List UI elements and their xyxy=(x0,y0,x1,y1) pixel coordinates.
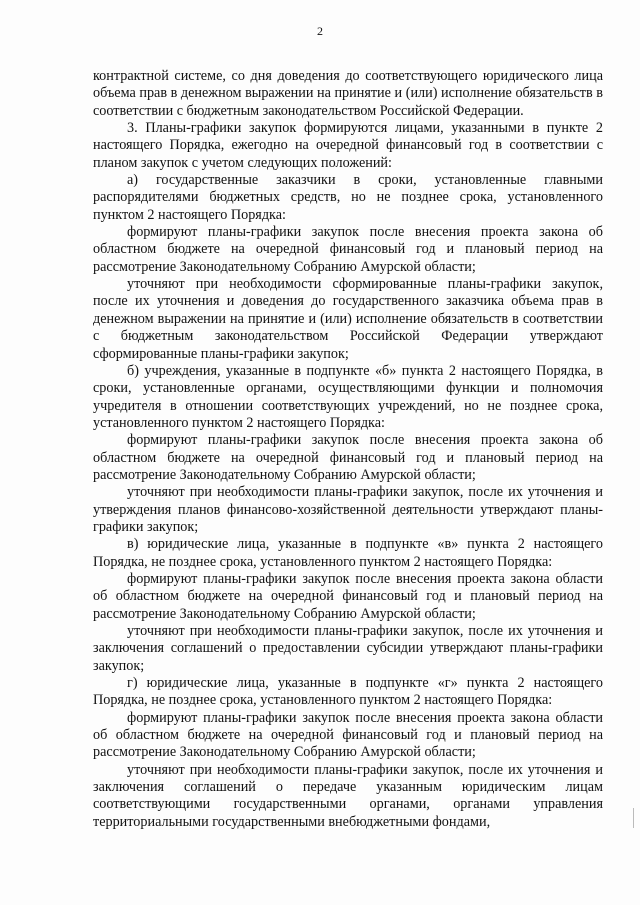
paragraph-14: уточняют при необходимости планы-графики закупок, после их уточнения и заключения соглашений о передаче указанным юридическим лицам соответствующими государственными органами, органами управления территориальными государственными внебюджетными фондами, xyxy=(93,761,603,830)
page-number: 2 xyxy=(317,24,323,38)
paragraph-4: формируют планы-графики закупок после внесения проекта закона об областном бюджете на очередной финансовый год и плановый период на рассмотрение Законодательному Собранию Амурской области; xyxy=(93,224,603,275)
paragraph-12: г) юридические лица, указанные в подпункте «г» пункта 2 настоящего Порядка, не позднее срока, установленного пунктом 2 настоящего Порядка: xyxy=(93,675,603,709)
paragraph-2: 3. Планы-графики закупок формируются лицами, указанными в пункте 2 настоящего Порядка, ежегодно на очередной финансовый год в соответствии с планом закупок с учетом следующих положений: xyxy=(93,120,603,171)
paragraph-7: формируют планы-графики закупок после внесения проекта закона об областном бюджете на очередной финансовый год и плановый период на рассмотрение Законодательному Собранию Амурской области; xyxy=(93,432,603,483)
paragraph-9: в) юридические лица, указанные в подпункте «в» пункта 2 настоящего Порядка, не позднее срока, установленного пунктом 2 настоящего Порядка: xyxy=(93,536,603,570)
document-body xyxy=(93,68,603,831)
paragraph-10: формируют планы-графики закупок после внесения проекта закона области об областном бюджете на очередной финансовый год и плановый период на рассмотрение Законодательному Собранию Амурской области; xyxy=(93,570,603,622)
paragraph-1: контрактной системе, со дня доведения до соответствующего юридического лица объема прав в денежном выражении на принятие и (или) исполнение обязательств в соответствии с бюджетным законодательством Российской Федерации. xyxy=(93,68,603,119)
paragraph-3: а) государственные заказчики в сроки, установленные главными распорядителями бюджетных средств, но не позднее срока, установленного пунктом 2 настоящего Порядка: xyxy=(93,172,603,223)
paragraph-5: уточняют при необходимости сформированные планы-графики закупок, после их уточнения и доведения до государственного заказчика объема прав в денежном выражении на принятие и (или) исполнение обязательств в соответствии с бюджетным законодательством Российской Федерации утверждают сформированные планы-графики закупок; xyxy=(93,276,603,362)
paragraph-8: уточняют при необходимости планы-графики закупок, после их уточнения и утверждения планов финансово-хозяйственной деятельности утверждают планы-графики закупок; xyxy=(93,484,603,535)
scan-edge-mark xyxy=(633,808,634,828)
paragraph-13: формируют планы-графики закупок после внесения проекта закона области об областном бюджете на очередной финансовый год и плановый период на рассмотрение Законодательному Собранию Амурской области; xyxy=(93,709,603,761)
paragraph-11: уточняют при необходимости планы-графики закупок, после их уточнения и заключения соглашений о предоставлении субсидии утверждают планы-графики закупок; xyxy=(93,623,603,674)
paragraph-6: б) учреждения, указанные в подпункте «б» пункта 2 настоящего Порядка, в сроки, установленные органами, осуществляющими функции и полномочия учредителя в отношении соответствующих учреждений, но не позднее срока, установленного пунктом 2 настоящего Порядка: xyxy=(93,362,603,431)
